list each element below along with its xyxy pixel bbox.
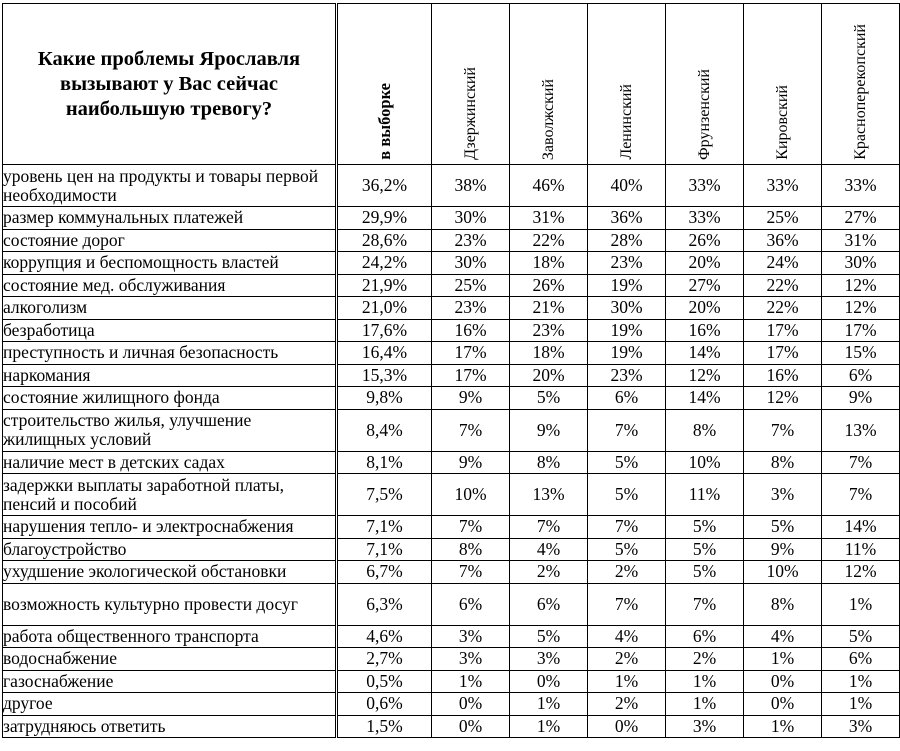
district-value-cell: 1% [510, 693, 588, 716]
district-value-cell: 9% [510, 409, 588, 451]
district-value-cell: 20% [510, 364, 588, 387]
district-value-cell: 19% [588, 319, 666, 342]
district-value-cell: 9% [744, 538, 822, 561]
district-value-cell: 8% [432, 538, 510, 561]
table-row [3, 319, 900, 342]
district-value-cell: 6% [822, 364, 900, 387]
column-header-label: Фрунзенский [695, 69, 713, 160]
district-value-cell: 13% [510, 474, 588, 516]
district-value-cell: 30% [588, 297, 666, 320]
sample-value-cell: 17,6% [337, 319, 432, 342]
table-row [3, 625, 900, 648]
district-value-cell: 0% [432, 693, 510, 716]
district-value-cell: 4% [588, 625, 666, 648]
table-row [3, 297, 900, 320]
district-value-cell: 2% [510, 561, 588, 584]
district-value-cell: 3% [822, 715, 900, 738]
district-value-cell: 12% [822, 297, 900, 320]
district-value-cell: 2% [588, 693, 666, 716]
district-value-cell: 7% [432, 561, 510, 584]
district-value-cell: 3% [432, 648, 510, 671]
row-label: состояние дорог [3, 229, 337, 252]
district-value-cell: 22% [744, 274, 822, 297]
district-value-cell: 1% [822, 693, 900, 716]
district-value-cell: 7% [666, 583, 744, 625]
district-value-cell: 1% [822, 583, 900, 625]
district-value-cell: 9% [432, 387, 510, 410]
table-row [3, 342, 900, 365]
sample-value-cell: 15,3% [337, 364, 432, 387]
district-value-cell: 10% [432, 474, 510, 516]
district-value-cell: 27% [666, 274, 744, 297]
district-value-cell: 5% [510, 625, 588, 648]
district-value-cell: 6% [510, 583, 588, 625]
table-row [3, 252, 900, 275]
district-value-cell: 33% [666, 165, 744, 207]
row-label: размер коммунальных платежей [3, 207, 337, 230]
district-value-cell: 11% [822, 538, 900, 561]
district-value-cell: 5% [588, 451, 666, 474]
district-value-cell: 46% [510, 165, 588, 207]
sample-value-cell: 8,1% [337, 451, 432, 474]
question-title: Какие проблемы Ярославля вызывают у Вас сейчас наибольшую тревогу? [3, 4, 337, 165]
district-value-cell: 2% [588, 648, 666, 671]
row-label: нарушения тепло- и электроснабжения [3, 516, 337, 539]
district-value-cell: 26% [510, 274, 588, 297]
district-value-cell: 25% [744, 207, 822, 230]
district-value-cell: 18% [510, 342, 588, 365]
district-value-cell: 1% [666, 693, 744, 716]
sample-value-cell: 7,1% [337, 516, 432, 539]
sample-value-cell: 7,1% [337, 538, 432, 561]
sample-value-cell: 16,4% [337, 342, 432, 365]
district-value-cell: 5% [510, 387, 588, 410]
row-label: коррупция и беспомощность властей [3, 252, 337, 275]
sample-value-cell: 2,7% [337, 648, 432, 671]
district-value-cell: 17% [744, 319, 822, 342]
sample-value-cell: 7,5% [337, 474, 432, 516]
district-value-cell: 15% [822, 342, 900, 365]
district-value-cell: 7% [822, 474, 900, 516]
row-label: возможность культурно провести досуг [3, 583, 337, 625]
column-header-label: Заволжский [539, 78, 557, 160]
table-row [3, 229, 900, 252]
table-body [3, 165, 900, 738]
table-row [3, 274, 900, 297]
district-value-cell: 1% [822, 670, 900, 693]
row-label: преступность и личная безопасность [3, 342, 337, 365]
table-row [3, 165, 900, 207]
district-value-cell: 30% [432, 207, 510, 230]
sample-value-cell: 6,7% [337, 561, 432, 584]
table-row [3, 364, 900, 387]
sample-value-cell: 0,5% [337, 670, 432, 693]
sample-value-cell: 36,2% [337, 165, 432, 207]
district-value-cell: 7% [588, 409, 666, 451]
row-label: наркомания [3, 364, 337, 387]
table-row [3, 648, 900, 671]
column-header-zavolzhsky [510, 4, 588, 165]
district-value-cell: 31% [822, 229, 900, 252]
row-label: ухудшение экологической обстановки [3, 561, 337, 584]
table-row [3, 715, 900, 738]
district-value-cell: 3% [744, 474, 822, 516]
district-value-cell: 7% [432, 409, 510, 451]
district-value-cell: 12% [666, 364, 744, 387]
sample-value-cell: 29,9% [337, 207, 432, 230]
district-value-cell: 8% [744, 583, 822, 625]
column-header-krasnoperekopsky [822, 4, 900, 165]
district-value-cell: 19% [588, 342, 666, 365]
district-value-cell: 23% [588, 252, 666, 275]
row-label: работа общественного транспорта [3, 625, 337, 648]
row-label: затрудняюсь ответить [3, 715, 337, 738]
district-value-cell: 1% [432, 670, 510, 693]
district-value-cell: 0% [744, 670, 822, 693]
column-header-label: Дзержинский [461, 67, 479, 160]
sample-value-cell: 8,4% [337, 409, 432, 451]
row-label: состояние мед. обслуживания [3, 274, 337, 297]
district-value-cell: 1% [510, 715, 588, 738]
district-value-cell: 5% [822, 625, 900, 648]
district-value-cell: 10% [666, 451, 744, 474]
district-value-cell: 33% [744, 165, 822, 207]
row-label: наличие мест в детских садах [3, 451, 337, 474]
sample-value-cell: 21,9% [337, 274, 432, 297]
table-row [3, 538, 900, 561]
district-value-cell: 14% [666, 387, 744, 410]
table-row [3, 693, 900, 716]
district-value-cell: 1% [666, 670, 744, 693]
district-value-cell: 3% [510, 648, 588, 671]
district-value-cell: 4% [510, 538, 588, 561]
district-value-cell: 27% [822, 207, 900, 230]
district-value-cell: 0% [432, 715, 510, 738]
sample-value-cell: 21,0% [337, 297, 432, 320]
district-value-cell: 6% [432, 583, 510, 625]
district-value-cell: 1% [588, 670, 666, 693]
district-value-cell: 17% [432, 342, 510, 365]
district-value-cell: 6% [666, 625, 744, 648]
row-label: задержки выплаты заработной платы, пенсий и пособий [3, 474, 337, 516]
table-row [3, 387, 900, 410]
district-value-cell: 9% [822, 387, 900, 410]
district-value-cell: 14% [666, 342, 744, 365]
district-value-cell: 21% [510, 297, 588, 320]
district-value-cell: 8% [510, 451, 588, 474]
row-label: алкоголизм [3, 297, 337, 320]
district-value-cell: 25% [432, 274, 510, 297]
column-header-sample [337, 4, 432, 165]
district-value-cell: 0% [744, 693, 822, 716]
district-value-cell: 7% [588, 583, 666, 625]
district-value-cell: 7% [588, 516, 666, 539]
district-value-cell: 20% [666, 297, 744, 320]
sample-value-cell: 24,2% [337, 252, 432, 275]
district-value-cell: 7% [432, 516, 510, 539]
row-label: уровень цен на продукты и товары первой необходимости [3, 165, 337, 207]
row-label: водоснабжение [3, 648, 337, 671]
row-label: благоустройство [3, 538, 337, 561]
district-value-cell: 2% [588, 561, 666, 584]
district-value-cell: 17% [822, 319, 900, 342]
district-value-cell: 5% [744, 516, 822, 539]
district-value-cell: 2% [666, 648, 744, 671]
table-row [3, 409, 900, 451]
district-value-cell: 11% [666, 474, 744, 516]
row-label: другое [3, 693, 337, 716]
district-value-cell: 4% [744, 625, 822, 648]
district-value-cell: 8% [666, 409, 744, 451]
district-value-cell: 1% [744, 648, 822, 671]
district-value-cell: 16% [432, 319, 510, 342]
column-header-label: Кировский [773, 85, 791, 160]
column-header-dzerzhinsky [432, 4, 510, 165]
row-label: безработица [3, 319, 337, 342]
sample-value-cell: 4,6% [337, 625, 432, 648]
district-value-cell: 22% [744, 297, 822, 320]
district-value-cell: 17% [744, 342, 822, 365]
district-value-cell: 0% [510, 670, 588, 693]
table-row [3, 516, 900, 539]
district-value-cell: 7% [744, 409, 822, 451]
district-value-cell: 30% [432, 252, 510, 275]
sample-value-cell: 9,8% [337, 387, 432, 410]
district-value-cell: 5% [588, 474, 666, 516]
table-row [3, 207, 900, 230]
district-value-cell: 20% [666, 252, 744, 275]
district-value-cell: 30% [822, 252, 900, 275]
sample-value-cell: 28,6% [337, 229, 432, 252]
district-value-cell: 23% [432, 229, 510, 252]
district-value-cell: 38% [432, 165, 510, 207]
table-row [3, 561, 900, 584]
column-header-frunzensky [666, 4, 744, 165]
table-row [3, 583, 900, 625]
district-value-cell: 33% [822, 165, 900, 207]
district-value-cell: 31% [510, 207, 588, 230]
column-header-leninsky [588, 4, 666, 165]
sample-value-cell: 1,5% [337, 715, 432, 738]
survey-table [2, 3, 900, 738]
district-value-cell: 10% [744, 561, 822, 584]
district-value-cell: 16% [744, 364, 822, 387]
header-row [3, 4, 900, 165]
district-value-cell: 1% [744, 715, 822, 738]
district-value-cell: 36% [588, 207, 666, 230]
district-value-cell: 7% [822, 451, 900, 474]
district-value-cell: 36% [744, 229, 822, 252]
district-value-cell: 23% [432, 297, 510, 320]
district-value-cell: 12% [744, 387, 822, 410]
district-value-cell: 18% [510, 252, 588, 275]
district-value-cell: 6% [588, 387, 666, 410]
district-value-cell: 6% [822, 648, 900, 671]
district-value-cell: 7% [510, 516, 588, 539]
column-header-label: Ленинский [617, 84, 635, 160]
district-value-cell: 13% [822, 409, 900, 451]
district-value-cell: 22% [510, 229, 588, 252]
column-header-kirovsky [744, 4, 822, 165]
district-value-cell: 5% [588, 538, 666, 561]
district-value-cell: 5% [666, 538, 744, 561]
district-value-cell: 28% [588, 229, 666, 252]
row-label: состояние жилищного фонда [3, 387, 337, 410]
column-header-label: в выборке [374, 83, 394, 160]
table-row [3, 474, 900, 516]
column-header-label: Красноперекопский [851, 24, 869, 160]
district-value-cell: 14% [822, 516, 900, 539]
district-value-cell: 3% [666, 715, 744, 738]
district-value-cell: 19% [588, 274, 666, 297]
district-value-cell: 33% [666, 207, 744, 230]
district-value-cell: 0% [588, 715, 666, 738]
row-label: газоснабжение [3, 670, 337, 693]
table-row [3, 451, 900, 474]
district-value-cell: 26% [666, 229, 744, 252]
row-label: строительство жилья, улучшение жилищных условий [3, 409, 337, 451]
district-value-cell: 40% [588, 165, 666, 207]
district-value-cell: 5% [666, 516, 744, 539]
district-value-cell: 12% [822, 274, 900, 297]
district-value-cell: 3% [432, 625, 510, 648]
district-value-cell: 24% [744, 252, 822, 275]
district-value-cell: 5% [666, 561, 744, 584]
district-value-cell: 16% [666, 319, 744, 342]
table-row [3, 670, 900, 693]
district-value-cell: 17% [432, 364, 510, 387]
district-value-cell: 12% [822, 561, 900, 584]
district-value-cell: 9% [432, 451, 510, 474]
sample-value-cell: 6,3% [337, 583, 432, 625]
district-value-cell: 8% [744, 451, 822, 474]
sample-value-cell: 0,6% [337, 693, 432, 716]
district-value-cell: 23% [510, 319, 588, 342]
district-value-cell: 23% [588, 364, 666, 387]
